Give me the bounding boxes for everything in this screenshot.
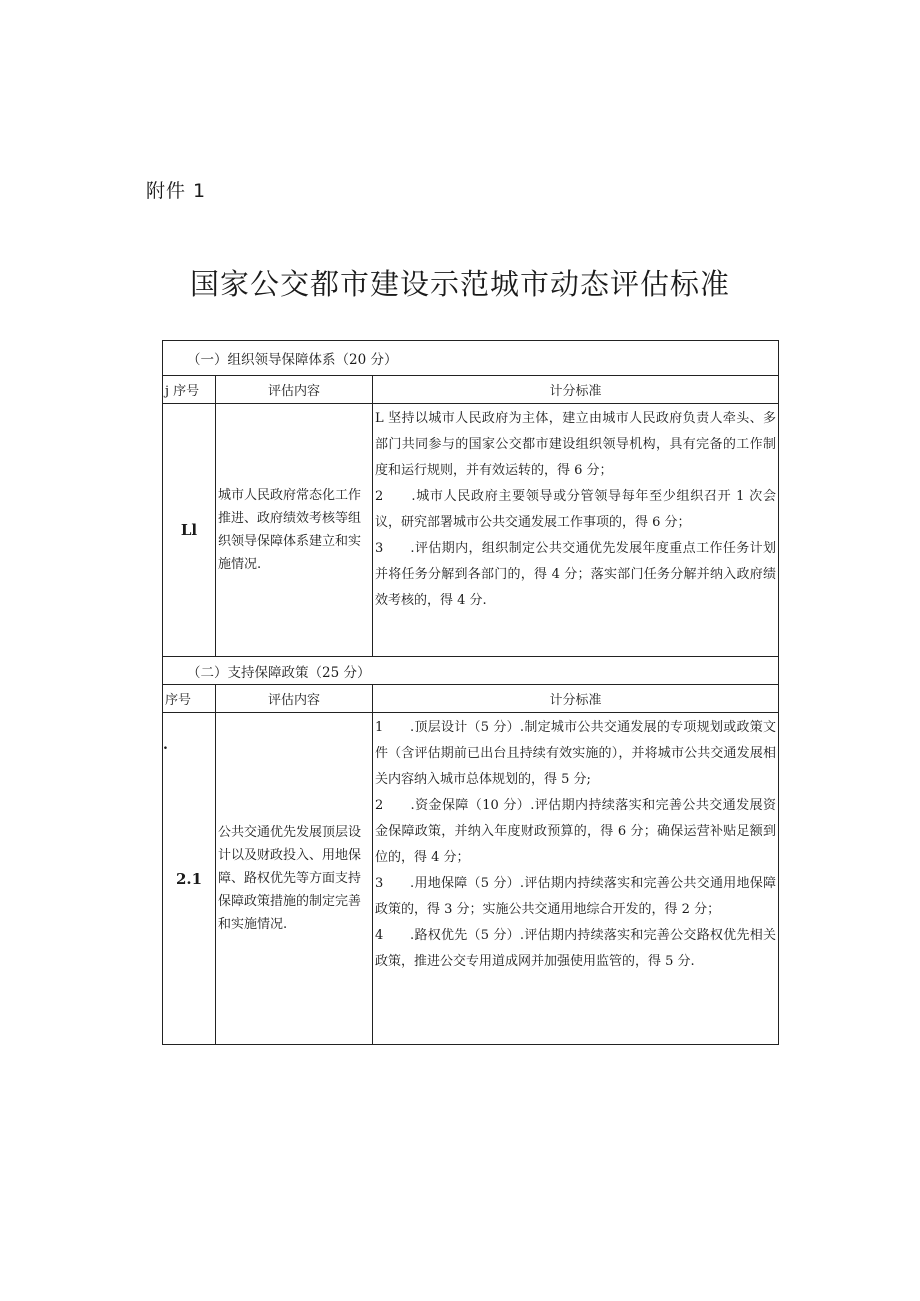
criteria-item: 1 .顶层设计（5 分）.制定城市公共交通发展的专项规划或政策文件（含评估期前已出台且持续有效实施的），并将城市公共交通发展相关内容纳入城市总体规划的，得 5 分;	[375, 720, 776, 787]
table-row	[163, 404, 779, 657]
document-title: 国家公交都市建设示范城市动态评估标准	[189, 267, 730, 301]
section-header-row	[163, 341, 779, 376]
col-header-criteria: 计分标准	[373, 376, 779, 404]
column-header-row	[163, 685, 779, 713]
row-criteria	[373, 404, 779, 657]
section-header-row	[163, 657, 779, 685]
col-header-content: 评估内容	[216, 685, 373, 713]
criteria-item: 2 .资金保障（10 分）.评估期内持续落实和完善公共交通发展资金保障政策，并纳入年度财政预算的，得 6 分；确保运营补贴足额到位的，得 4 分；	[375, 798, 776, 865]
row-content: 公共交通优先发展顶层设计以及财政投入、用地保障、路权优先等方面支持保障政策措施的制定完善和实施情况.	[216, 713, 373, 1045]
col-header-no: 序号	[163, 685, 216, 713]
evaluation-standards-table	[162, 340, 779, 1045]
stray-dot-mark: .	[163, 737, 168, 753]
col-header-content: 评估内容	[216, 376, 373, 404]
section-title: （一）组织领导保障体系（20 分）	[163, 341, 779, 376]
criteria-item: 3 .用地保障（5 分）.评估期内持续落实和完善公共交通用地保障政策的，得 3 分；实施公共交通用地综合开发的，得 2 分；	[375, 876, 776, 917]
criteria-item: L 坚持以城市人民政府为主体，建立由城市人民政府负责人牵头、多部门共同参与的国家公交都市建设组织领导机构，具有完备的工作制度和运行规则，并有效运转的，得 6 分；	[375, 411, 776, 478]
col-header-no: j 序号	[163, 376, 216, 404]
criteria-item: 3 .评估期内，组织制定公共交通优先发展年度重点工作任务计划并将任务分解到各部门的，得 4 分；落实部门任务分解并纳入政府绩效考核的，得 4 分.	[375, 541, 776, 608]
row-criteria	[373, 713, 779, 1045]
row-number: 2.1	[163, 713, 216, 1045]
section-title: （二）支持保障政策（25 分）	[163, 657, 779, 685]
col-header-criteria: 计分标准	[373, 685, 779, 713]
row-number: Ll	[163, 404, 216, 657]
attachment-label: 附件 1	[146, 180, 207, 202]
criteria-item: 2 .城市人民政府主要领导或分管领导每年至少组织召开 1 次会议，研究部署城市公共交通发展工作事项的，得 6 分；	[375, 489, 776, 530]
column-header-row	[163, 376, 779, 404]
criteria-item: 4 .路权优先（5 分）.评估期内持续落实和完善公交路权优先相关政策，推进公交专用道成网并加强使用监管的，得 5 分.	[375, 928, 776, 969]
table-row	[163, 713, 779, 1045]
row-content: 城市人民政府常态化工作推进、政府绩效考核等组织领导保障体系建立和实施情况.	[216, 404, 373, 657]
